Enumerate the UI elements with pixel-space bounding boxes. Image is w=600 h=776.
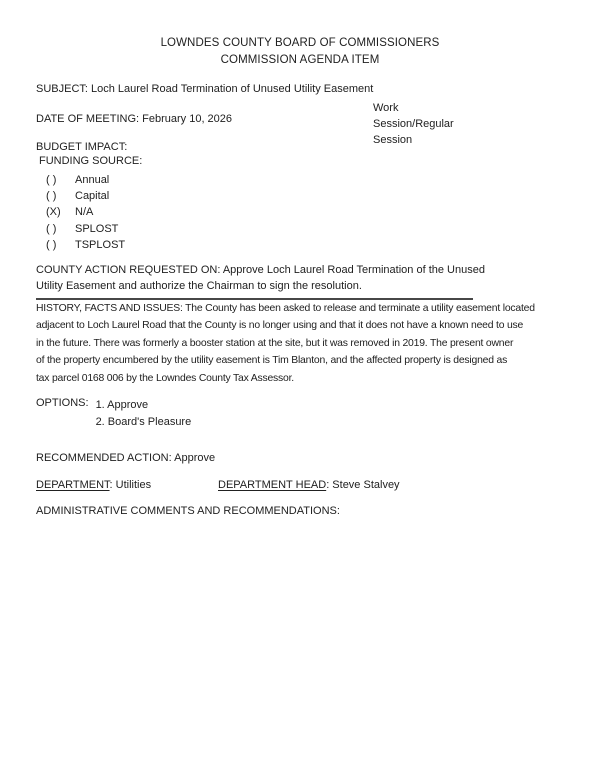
options-list bbox=[96, 397, 192, 431]
funding-option-label: Capital bbox=[75, 190, 110, 203]
board-title: LOWNDES COUNTY BOARD OF COMMISSIONERS bbox=[160, 37, 440, 49]
department-row bbox=[36, 479, 566, 491]
department-value: : Utilities bbox=[109, 479, 152, 491]
funding-source-options bbox=[46, 172, 125, 253]
funding-option-tsplost bbox=[46, 237, 125, 253]
checkbox-marker: ( ) bbox=[46, 190, 57, 203]
funding-option-label: TSPLOST bbox=[75, 238, 126, 251]
county-action-requested bbox=[36, 262, 485, 300]
funding-option-na-checked bbox=[46, 204, 125, 220]
history-line: HISTORY, FACTS AND ISSUES: The County has been asked to release and terminate a utility easement located bbox=[36, 303, 535, 314]
funding-option-label: SPLOST bbox=[75, 222, 119, 235]
date-of-meeting: DATE OF MEETING: February 10, 2026 bbox=[36, 113, 233, 125]
funding-option-splost bbox=[46, 221, 125, 237]
option-item-approve: 1. Approve bbox=[95, 399, 149, 411]
history-line: tax parcel 0168 006 by the Lowndes County Tax Assessor. bbox=[36, 372, 294, 384]
checkbox-marker-checked: (X) bbox=[46, 206, 61, 219]
administrative-comments-label: ADMINISTRATIVE COMMENTS AND RECOMMENDATIONS: bbox=[36, 505, 340, 517]
funding-option-annual bbox=[46, 172, 125, 188]
funding-option-label: N/A bbox=[75, 206, 94, 219]
department-head-value: : Steve Stalvey bbox=[326, 479, 400, 491]
funding-option-capital bbox=[46, 188, 125, 204]
county-action-line: Utility Easement and authorize the Chairman to sign the resolution. bbox=[36, 280, 362, 293]
option-item-boards-pleasure: 2. Board's Pleasure bbox=[95, 415, 192, 428]
document-type-title: COMMISSION AGENDA ITEM bbox=[220, 54, 380, 66]
history-facts-issues bbox=[36, 300, 576, 387]
funding-source-label: FUNDING SOURCE: bbox=[39, 155, 143, 167]
checkbox-marker: ( ) bbox=[46, 222, 57, 235]
checkbox-marker: ( ) bbox=[46, 174, 57, 186]
department-head-label: DEPARTMENT HEAD bbox=[218, 479, 327, 491]
recommended-action: RECOMMENDED ACTION: Approve bbox=[36, 452, 216, 464]
meeting-session-type: Work Session/Regular Session bbox=[373, 102, 454, 146]
department-head-group bbox=[218, 479, 400, 491]
options-section bbox=[36, 397, 191, 431]
department-label: DEPARTMENT bbox=[36, 479, 110, 491]
subject-line: SUBJECT: Loch Laurel Road Termination of Unused Utility Easement bbox=[36, 83, 374, 95]
checkbox-marker: ( ) bbox=[46, 238, 57, 251]
options-label: OPTIONS: bbox=[36, 397, 89, 409]
history-line: in the future. There was formerly a booster station at the site, but it was removed in 2019. The present owner bbox=[36, 337, 514, 349]
history-line: adjacent to Loch Laurel Road that the County is no longer using and that it does not have a known need to use bbox=[36, 320, 524, 332]
funding-option-label: Annual bbox=[75, 174, 110, 186]
budget-impact-label: BUDGET IMPACT: bbox=[36, 141, 128, 153]
county-action-line: COUNTY ACTION REQUESTED ON: Approve Loch Laurel Road Termination of the Unused bbox=[36, 264, 485, 276]
document-header bbox=[0, 35, 600, 69]
history-line: of the property encumbered by the utility easement is Tim Blanton, and the affected property is designed as bbox=[36, 355, 508, 367]
